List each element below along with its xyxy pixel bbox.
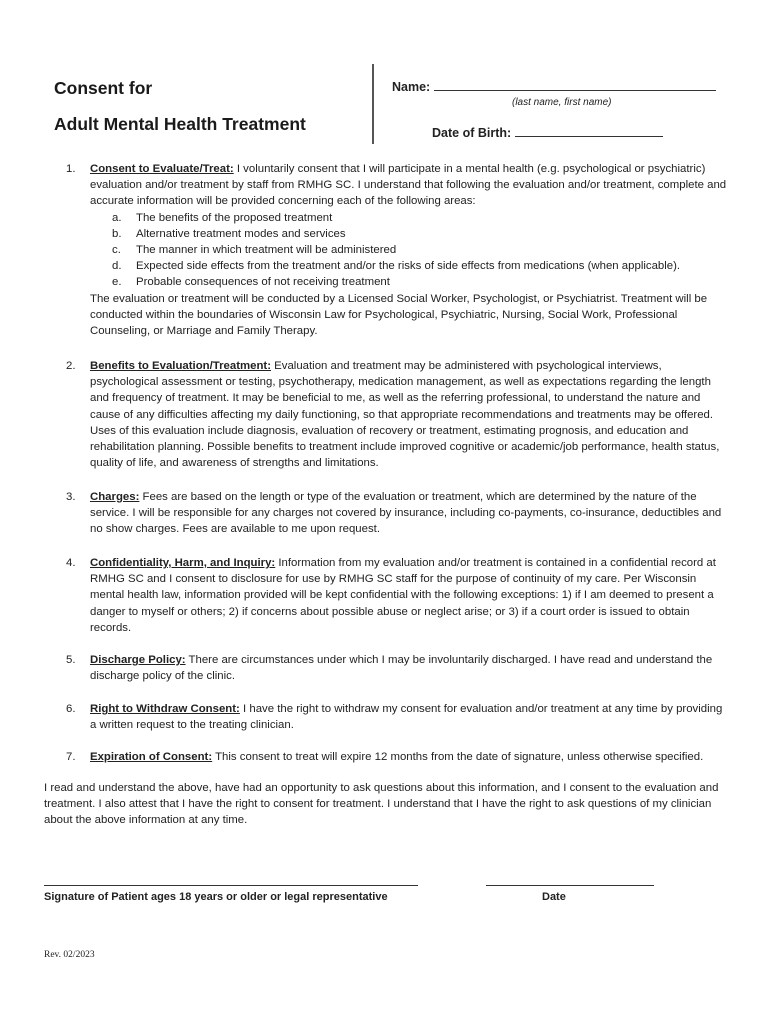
sub-label: e. [112, 276, 122, 289]
sub-label: d. [112, 260, 122, 273]
item-number: 4. [66, 557, 76, 569]
sub-text: The benefits of the proposed treatment [136, 211, 333, 224]
name-label: Name: [392, 80, 431, 94]
item-number: 3. [66, 491, 76, 503]
date-input-line[interactable] [486, 885, 654, 886]
sub-label: a. [112, 211, 122, 224]
name-field[interactable] [392, 80, 716, 94]
item-heading: Expiration of Consent: [90, 751, 213, 763]
item-text: Evaluation and treatment may be administered with psychological interviews, psychological assessment or testing, psychotherapy, medication management, as well as expectations regarding the length and frequency of treatment. It may be beneficial to me, as well as the referring professional, to understand the nature and cause of any difficulties affecting my daily functioning, so that appropriate recommendations and treatments may be offered. Uses of this evaluation include diagnosis, evaluation of recovery or treatment, estimating prognosis, and education and rehabilitation planning. Possible benefits to treatment include improved cognitive or academic/job performance, health status, quality of life, and awareness of strengths and limitations. [90, 360, 720, 470]
item-text: This consent to treat will expire 12 months from the date of signature, unless otherwise specified. [212, 751, 704, 763]
header-divider [372, 64, 374, 144]
list-item [90, 242, 730, 258]
revision-note: Rev. 02/2023 [44, 950, 95, 960]
item-number: 2. [66, 360, 76, 372]
item-number: 1. [66, 163, 76, 175]
item-heading: Discharge Policy: [90, 654, 186, 666]
list-item [90, 274, 730, 290]
dob-label: Date of Birth: [432, 126, 512, 140]
form-title-line1: Consent for [54, 78, 153, 98]
item-text: Fees are based on the length or type of the evaluation or treatment, which are determined by the nature of the service. I will be responsible for any charges not covered by insurance, including co-payments, co-insurance, deductibles and no show charges. Fees are available to me upon request. [90, 491, 722, 536]
form-title-line2: Adult Mental Health Treatment [54, 114, 306, 134]
sub-text: The manner in which treatment will be administered [136, 244, 397, 257]
name-input-line[interactable] [434, 89, 716, 91]
list-item [90, 226, 730, 242]
item-after-text: The evaluation or treatment will be conducted by a Licensed Social Worker, Psychologist, or Psychiatrist. Treatment will be conducted within the boundaries of Wisconsin Law for Psychological, Psychiatric, Nursing, Social Work, Professional Counseling, or Marriage and Family Therapy. [90, 292, 708, 338]
item-heading: Consent to Evaluate/Treat: [90, 163, 234, 175]
sub-label: b. [112, 227, 122, 240]
date-label: Date [542, 891, 566, 903]
list-item [90, 210, 730, 226]
consent-statement: I read and understand the above, have had an opportunity to ask questions about this information, and I consent to the evaluation and treatment. I also attest that I have the right to consent for treatment. I understand that I have the right to ask questions of my clinician about the above information at any time. [44, 782, 719, 827]
item-text: There are circumstances under which I may be involuntarily discharged. I have read and understand the discharge policy of the clinic. [90, 654, 713, 683]
signature-input-line[interactable] [44, 885, 418, 886]
item-number: 7. [66, 751, 76, 763]
item-heading: Benefits to Evaluation/Treatment: [90, 360, 272, 372]
dob-field[interactable] [432, 126, 663, 140]
item-number: 5. [66, 654, 76, 666]
item-number: 6. [66, 703, 76, 715]
item-heading: Confidentiality, Harm, and Inquiry: [90, 557, 276, 569]
sub-text: Probable consequences of not receiving treatment [136, 276, 390, 289]
sub-label: c. [112, 244, 121, 257]
sub-text: Expected side effects from the treatment and/or the risks of side effects from medications (when applicable). [136, 260, 681, 273]
item-text: Information from my evaluation and/or treatment is contained in a confidential record at RMHG SC and I consent to disclosure for use by RMHG SC staff for the purpose of continuity of my care. Per Wisconsin mental health law, information provided will be kept confidential with the following exceptions: 1) if I am deemed to present a danger to myself or others; 2) if concerns about possible abuse or neglect arise; or 3) if a court order is issued to obtain records. [90, 557, 716, 634]
sub-text: Alternative treatment modes and services [136, 227, 346, 240]
item-text: I voluntarily consent that I will participate in a mental health (e.g. psychological or psychiatric) evaluation and/or treatment by staff from RMHG SC. I understand that following the evaluation and/or treatment, complete and accurate information will be provided concerning each of the following areas: [90, 163, 727, 208]
signature-label: Signature of Patient ages 18 years or older or legal representative [44, 891, 388, 903]
list-item [90, 258, 730, 274]
item-heading: Right to Withdraw Consent: [90, 703, 240, 715]
dob-input-line[interactable] [515, 135, 663, 137]
name-hint: (last name, first name) [512, 97, 612, 108]
item-heading: Charges: [90, 491, 140, 503]
item-text: I have the right to withdraw my consent for evaluation and/or treatment at any time by providing a written request to the treating clinician. [90, 703, 723, 732]
